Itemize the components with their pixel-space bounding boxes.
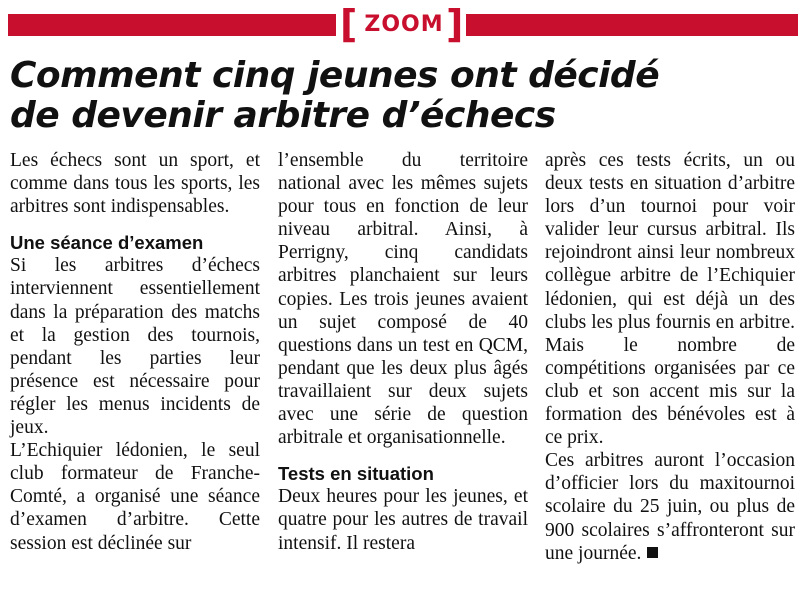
article-headline — [10, 56, 790, 136]
article-intro: Les échecs sont un sport, et comme dans tous les sports, les arbitres sont indispensables. — [10, 150, 260, 218]
article-column-3 — [545, 149, 795, 565]
article-column-1 — [10, 149, 260, 555]
section-label: ZOOM — [364, 12, 444, 37]
closing-text: Ces arbitres auront l’occasion d’officier lors du maxitournoi scolaire du 25 juin, ou plus de 900 scolaires s’affronteront sur une journée. — [545, 450, 795, 564]
subheading-tests: Tests en situation — [278, 463, 434, 485]
paragraph-role: Si les arbitres d’échecs interviennent essentiellement dans la préparation des matchs et la gestion des tournois, pendant les parties leur présence est nécessaire pour régler les menus incidents de jeux. — [10, 255, 260, 439]
subheading-exam: Une séance d’examen — [10, 232, 204, 254]
banner-band-left — [8, 14, 336, 36]
paragraph-club-start: L’Echiquier lédonien, le seul club formateur de Franche-Comté, a organisé une séance d’examen d’arbitre. Cette session est déclinée sur — [10, 440, 260, 554]
bracket-right-icon: ] — [446, 2, 464, 46]
paragraph-tests-start: Deux heures pour les jeunes, et quatre pour les autres de travail intensif. Il restera — [278, 486, 528, 554]
paragraph-club-continued: l’ensemble du territoire national avec les mêmes sujets pour tous en fonction de leur niveau arbitral. Ainsi, à Perrigny, cinq candidats arbitres planchaient sur leurs copies. Les trois jeunes avaient un sujet composé de 40 questions dans un test en QCM, pendant que les deux plus âgés travaillaient sur deux sujets avec une série de question arbitrale et organisationnelle. — [278, 150, 528, 449]
end-of-article-icon — [647, 547, 658, 558]
headline-line-2: de devenir arbitre d’échecs — [10, 95, 556, 136]
section-banner — [8, 2, 798, 46]
article-column-2 — [278, 149, 528, 555]
banner-band-right — [466, 14, 798, 36]
paragraph-closing — [545, 449, 795, 564]
bracket-left-icon: [ — [340, 2, 358, 46]
paragraph-tests-continued: après ces tests écrits, un ou deux tests en situation d’arbitre lors d’un tournoi pour voir valider leur cursus arbitral. Ils rejoindront ainsi leur nombreux collègue arbitre de l’Echiquier lédonien, qui est déjà un des clubs les plus fournis en arbitre. Mais le nombre de compétitions organisées par ce club et son accent mis sur la formation des bénévoles est à ce prix. — [545, 150, 795, 449]
headline-line-1: Comment cinq jeunes ont décidé — [10, 55, 660, 96]
